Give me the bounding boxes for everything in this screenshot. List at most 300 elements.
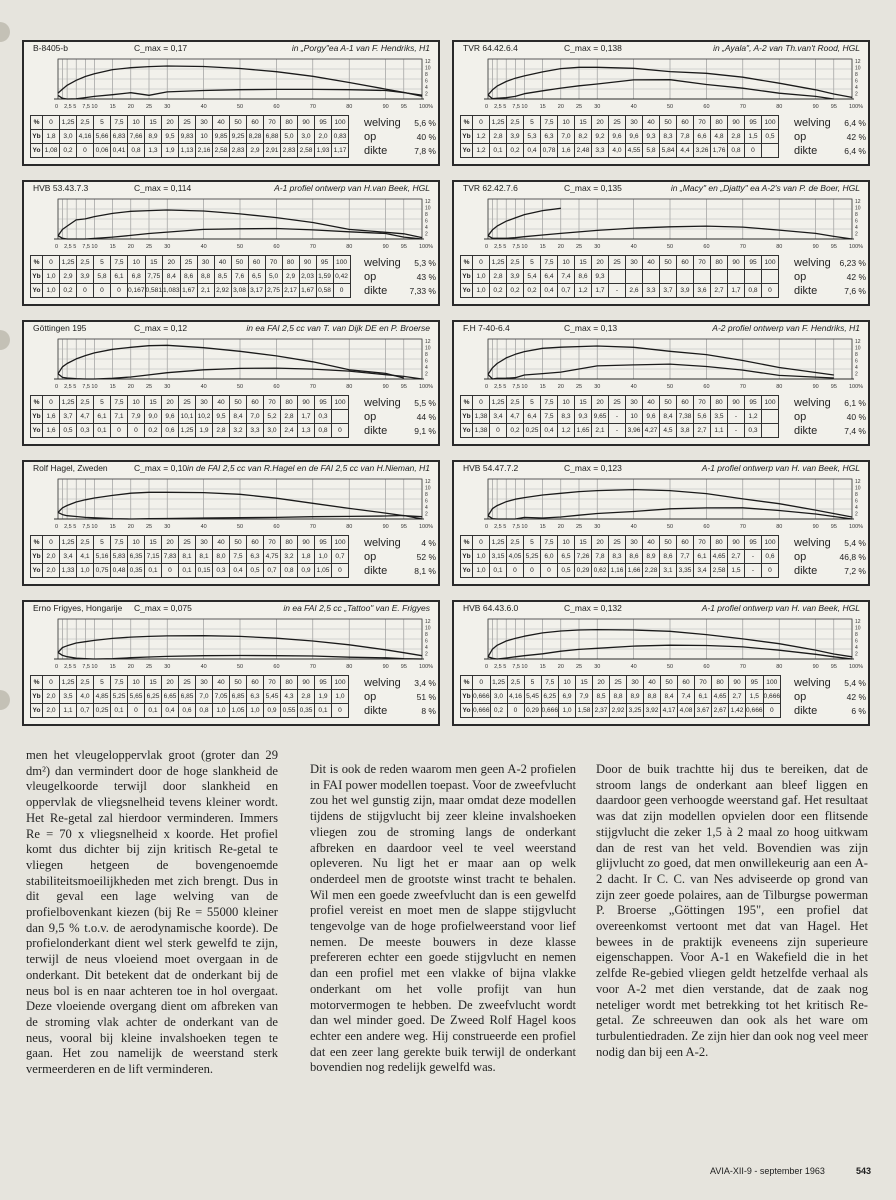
dikte-label: dikte: [794, 565, 818, 577]
dikte-label: dikte: [364, 425, 388, 437]
table-cell: 0,2: [507, 424, 524, 438]
table-cell: 2,0: [43, 564, 60, 578]
op-value: 46,8 %: [839, 552, 866, 562]
profile-stats: [364, 397, 440, 439]
dikte-row: [364, 705, 440, 719]
table-cell: 0,3: [213, 564, 230, 578]
table-cell: 3,92: [644, 704, 661, 718]
row-label: Yb: [461, 130, 473, 144]
airfoil-panel: [22, 320, 440, 446]
x-tick-label: 15: [539, 244, 546, 250]
profile-svg: [24, 55, 440, 113]
table-cell: 2,5: [507, 116, 524, 130]
x-tick-label: 30: [594, 104, 601, 110]
table-cell: 1,5: [728, 564, 745, 578]
table-cell: 10: [558, 396, 575, 410]
x-tick-label: 70: [309, 664, 316, 670]
table-cell: 80: [281, 396, 298, 410]
table-cell: 6,0: [541, 550, 558, 564]
op-value: 52 %: [416, 552, 436, 562]
table-cell: 100: [332, 536, 349, 550]
table-cell: 3,3: [247, 424, 264, 438]
x-tick-label: 2,5: [64, 664, 72, 670]
table-row: [461, 564, 779, 578]
table-cell: 3,2: [230, 424, 247, 438]
table-cell: 3,2: [281, 550, 298, 564]
x-tick-label: 7,5: [82, 664, 90, 670]
table-cell: 15: [145, 116, 162, 130]
table-cell: 70: [695, 676, 712, 690]
scale-tick-label: 2: [855, 91, 858, 98]
table-cell: 0,666: [746, 704, 764, 718]
op-value: 43 %: [416, 272, 436, 282]
x-tick-label: 7,5: [82, 384, 90, 390]
x-tick-label: 0: [485, 664, 489, 670]
x-tick-label: 10: [521, 524, 528, 530]
x-tick-label: 25: [146, 524, 153, 530]
table-row: [31, 424, 349, 438]
table-cell: 3,9: [77, 270, 94, 284]
table-cell: 0: [111, 424, 128, 438]
table-cell: 2,03: [299, 270, 316, 284]
table-cell: 4,16: [77, 130, 94, 144]
table-cell: 80: [711, 536, 728, 550]
op-label: op: [364, 271, 377, 283]
table-row: [31, 410, 349, 424]
table-cell: 90: [298, 536, 315, 550]
x-tick-label: 40: [630, 524, 637, 530]
table-cell: 8,8: [644, 690, 661, 704]
scale-tick-label: 4: [425, 365, 428, 371]
table-cell: 1,9: [315, 690, 332, 704]
table-cell: 1,93: [315, 144, 332, 158]
x-tick-label: 50: [667, 244, 674, 250]
table-cell: 7,9: [576, 690, 593, 704]
airfoil-panel: [22, 40, 440, 166]
scale-tick-label: 2: [425, 91, 428, 98]
welving-row: [364, 397, 440, 411]
table-cell: 0,9: [298, 564, 315, 578]
table-cell: 1,2: [558, 424, 575, 438]
profile-description: A-1 profiel ontwerp van H.van Beek, HGL: [274, 183, 430, 193]
table-cell: 2,7: [728, 550, 745, 564]
scale-tick-label: 8: [855, 352, 858, 358]
table-row: [461, 424, 779, 438]
x-tick-label: 40: [200, 104, 207, 110]
x-tick-label: 20: [127, 524, 134, 530]
table-cell: 100: [762, 116, 779, 130]
scale-tick-label: 10: [855, 65, 861, 72]
x-tick-label: 5: [503, 384, 507, 390]
scale-tick-label: 4: [855, 225, 858, 231]
table-row: [461, 116, 779, 130]
table-cell: 0,6: [162, 424, 179, 438]
panel-header: [24, 42, 438, 55]
table-cell: 9,25: [230, 130, 247, 144]
dikte-value: 7,6 %: [844, 286, 866, 296]
table-cell: 1,3: [145, 144, 162, 158]
table-cell: 6,65: [162, 690, 179, 704]
scale-tick-label: 6: [425, 218, 428, 225]
table-cell: 0: [473, 256, 490, 270]
dikte-label: dikte: [364, 145, 388, 157]
table-cell: 4,4: [677, 144, 694, 158]
table-cell: 2,8: [281, 410, 298, 424]
table-cell: 1,0: [559, 704, 576, 718]
table-cell: 0: [745, 144, 762, 158]
row-label: Yo: [31, 144, 43, 158]
scale-tick-label: 12: [425, 339, 431, 345]
table-cell: 2,7: [694, 424, 711, 438]
x-tick-label: 100%: [419, 384, 434, 390]
scale-tick-label: 2: [855, 231, 858, 238]
x-tick-label: 70: [739, 664, 746, 670]
table-row: [31, 130, 349, 144]
table-cell: 3,0: [490, 690, 507, 704]
dikte-row: [364, 425, 440, 439]
table-cell: 0,7: [264, 564, 281, 578]
x-tick-label: 50: [237, 104, 244, 110]
table-cell: 30: [196, 676, 213, 690]
profile-stats: [364, 537, 440, 579]
scale-tick-label: 4: [425, 85, 428, 91]
x-tick-label: 20: [557, 664, 564, 670]
x-tick-label: 10: [91, 244, 98, 250]
dikte-row: [364, 285, 440, 299]
table-row: [31, 396, 349, 410]
x-tick-label: 20: [127, 384, 134, 390]
table-row: [31, 690, 349, 704]
table-cell: 0,8: [128, 144, 145, 158]
table-cell: 90: [298, 676, 315, 690]
table-cell: 4,0: [77, 690, 94, 704]
table-cell: 2,17: [282, 284, 299, 298]
x-tick-label: 25: [146, 664, 153, 670]
table-cell: 0,55: [281, 704, 298, 718]
table-cell: 0,1: [490, 144, 507, 158]
x-tick-label: 95: [830, 384, 837, 390]
table-cell: 2,5: [507, 536, 524, 550]
x-tick-label: 30: [594, 664, 601, 670]
table-cell: 8,9: [627, 690, 644, 704]
table-cell: 25: [179, 396, 196, 410]
welving-label: welving: [794, 397, 831, 409]
table-cell: 9,3: [575, 410, 592, 424]
table-cell: 90: [729, 676, 746, 690]
table-cell: 30: [627, 676, 644, 690]
profile-stats: [364, 117, 440, 159]
profile-plot: [454, 335, 870, 393]
table-cell: 40: [643, 396, 660, 410]
coordinate-table: [460, 255, 779, 298]
x-tick-label: 30: [594, 524, 601, 530]
table-cell: 7,4: [558, 270, 575, 284]
table-cell: 1,25: [60, 116, 77, 130]
table-cell: 0,3: [745, 424, 762, 438]
table-cell: 0,8: [728, 144, 745, 158]
table-cell: 100: [332, 676, 349, 690]
row-label: Yb: [31, 410, 43, 424]
table-cell: 2,75: [265, 284, 282, 298]
table-cell: 2,5: [77, 116, 94, 130]
table-cell: 2,8: [490, 270, 507, 284]
table-cell: 1,25: [179, 424, 196, 438]
table-cell: 2,5: [77, 396, 94, 410]
table-cell: 0,2: [60, 284, 77, 298]
table-cell: 8,1: [196, 550, 213, 564]
table-row: [461, 676, 781, 690]
table-cell: 7,15: [145, 550, 162, 564]
x-tick-label: 70: [309, 244, 316, 250]
x-tick-label: 30: [164, 524, 171, 530]
table-cell: 1,38: [473, 410, 490, 424]
table-cell: 2,8: [298, 690, 315, 704]
table-cell: 6,3: [247, 690, 264, 704]
welving-row: [364, 257, 440, 271]
x-tick-label: 20: [557, 524, 564, 530]
x-tick-label: 15: [539, 384, 546, 390]
scale-tick-label: 6: [855, 498, 858, 505]
x-tick-label: 25: [576, 524, 583, 530]
table-cell: 0: [507, 564, 524, 578]
table-cell: 9,3: [643, 130, 660, 144]
scale-tick-label: 4: [855, 85, 858, 91]
table-cell: 1,0: [473, 564, 490, 578]
table-cell: 60: [247, 536, 264, 550]
table-cell: 5,2: [264, 410, 281, 424]
welving-label: welving: [794, 257, 831, 269]
op-value: 51 %: [416, 692, 436, 702]
profile-svg: [454, 475, 870, 533]
profile-plot: [454, 55, 870, 113]
cmax-value: C_max = 0,17: [134, 43, 188, 53]
table-cell: 2,83: [230, 144, 247, 158]
op-value: 42 %: [846, 132, 866, 142]
table-cell: 4,85: [94, 690, 111, 704]
table-cell: 20: [162, 116, 179, 130]
op-value: 42 %: [846, 692, 866, 702]
x-tick-label: 15: [539, 104, 546, 110]
dikte-row: [794, 285, 870, 299]
table-cell: 15: [145, 396, 162, 410]
table-cell: [609, 270, 626, 284]
welving-row: [364, 537, 440, 551]
x-tick-label: 50: [237, 524, 244, 530]
table-cell: 2,9: [247, 144, 264, 158]
table-cell: [762, 410, 779, 424]
x-tick-label: 80: [776, 244, 783, 250]
table-cell: 3,0: [298, 130, 315, 144]
profile-svg: [454, 335, 870, 393]
table-cell: 50: [231, 256, 248, 270]
table-row: [31, 270, 351, 284]
airfoil-panel: [22, 460, 440, 586]
table-cell: 0,3: [77, 424, 94, 438]
table-cell: 50: [660, 396, 677, 410]
x-tick-label: 50: [237, 384, 244, 390]
x-tick-label: 10: [521, 384, 528, 390]
x-tick-label: 30: [164, 244, 171, 250]
op-label: op: [794, 131, 807, 143]
coordinate-table: [30, 395, 349, 438]
table-cell: 5: [94, 396, 111, 410]
table-cell: 50: [660, 256, 677, 270]
table-cell: 0: [524, 564, 541, 578]
table-cell: 1,76: [711, 144, 728, 158]
dikte-label: dikte: [794, 145, 818, 157]
table-cell: 8,6: [180, 270, 197, 284]
cmax-value: C_max = 0,12: [134, 323, 188, 333]
table-cell: 0,48: [111, 564, 128, 578]
table-cell: 7,7: [677, 550, 694, 564]
welving-row: [794, 257, 870, 271]
table-cell: 8,5: [214, 270, 231, 284]
table-cell: 4,17: [661, 704, 678, 718]
table-cell: 15: [575, 536, 592, 550]
table-cell: 1,0: [43, 270, 60, 284]
table-cell: 7,0: [558, 130, 575, 144]
coordinate-table: [460, 115, 779, 158]
table-cell: 3,15: [490, 550, 507, 564]
table-cell: 9,6: [643, 410, 660, 424]
table-cell: 7,75: [145, 270, 163, 284]
table-cell: -: [728, 424, 745, 438]
table-cell: 2,0: [43, 704, 60, 718]
table-cell: 1,6: [43, 410, 60, 424]
table-cell: 4,65: [712, 690, 729, 704]
x-tick-label: 90: [382, 104, 389, 110]
x-tick-label: 5: [73, 664, 77, 670]
cmax-value: C_max = 0,13: [564, 323, 618, 333]
table-cell: 4,5: [660, 424, 677, 438]
table-cell: 1,25: [490, 676, 507, 690]
table-cell: 7,5: [111, 676, 128, 690]
x-tick-label: 2,5: [64, 524, 72, 530]
table-cell: 6,85: [179, 690, 196, 704]
welving-value: 5,6 %: [414, 118, 436, 128]
table-cell: 95: [745, 116, 762, 130]
welving-label: welving: [794, 537, 831, 549]
op-label: op: [364, 691, 377, 703]
table-cell: 0,75: [94, 564, 111, 578]
table-cell: 95: [315, 116, 332, 130]
table-cell: 0,4: [524, 144, 541, 158]
dikte-row: [364, 565, 440, 579]
x-tick-label: 20: [127, 244, 134, 250]
table-cell: 2,28: [643, 564, 660, 578]
profile-plot: [24, 335, 440, 393]
table-cell: [677, 270, 694, 284]
table-row: [461, 144, 779, 158]
table-cell: 2,92: [214, 284, 231, 298]
profile-code: Rolf Hagel, Zweden: [33, 463, 108, 473]
x-tick-label: 15: [109, 244, 116, 250]
row-label: Yo: [31, 284, 43, 298]
table-row: [31, 564, 349, 578]
x-tick-label: 2,5: [64, 104, 72, 110]
dikte-row: [794, 145, 870, 159]
profile-plot: [454, 195, 870, 253]
coordinate-table: [460, 395, 779, 438]
table-cell: 1,2: [745, 410, 762, 424]
table-cell: 60: [247, 396, 264, 410]
table-cell: 25: [609, 536, 626, 550]
x-tick-label: 30: [164, 384, 171, 390]
row-label: Yo: [461, 284, 473, 298]
table-cell: 30: [196, 116, 213, 130]
scale-tick-label: 8: [425, 72, 428, 78]
table-cell: 60: [247, 676, 264, 690]
x-tick-label: 15: [109, 664, 116, 670]
table-cell: 2,8: [728, 130, 745, 144]
table-cell: 3,7: [660, 284, 677, 298]
x-tick-label: 2,5: [494, 104, 502, 110]
table-cell: 5: [94, 536, 111, 550]
x-tick-label: 40: [200, 664, 207, 670]
table-cell: 100: [762, 536, 779, 550]
x-tick-label: 40: [200, 244, 207, 250]
op-row: [364, 411, 440, 425]
table-cell: 8,2: [575, 130, 592, 144]
table-cell: 0,2: [60, 144, 77, 158]
scale-tick-label: 4: [855, 645, 858, 651]
table-cell: 6,5: [558, 550, 575, 564]
table-cell: 1,25: [60, 256, 77, 270]
table-cell: 100: [762, 396, 779, 410]
table-cell: 1,66: [626, 564, 643, 578]
dikte-value: 7,33 %: [409, 286, 436, 296]
x-tick-label: 60: [273, 524, 280, 530]
welving-value: 6,1 %: [844, 398, 866, 408]
table-cell: 1,33: [60, 564, 77, 578]
table-cell: 7,5: [541, 410, 558, 424]
x-tick-label: 40: [200, 384, 207, 390]
table-cell: 0,06: [94, 144, 111, 158]
table-row: [461, 536, 779, 550]
coordinate-table: [30, 675, 349, 718]
table-cell: 2,8: [213, 424, 230, 438]
table-cell: 7,8: [677, 130, 694, 144]
table-cell: 6,8: [128, 270, 146, 284]
table-cell: 5,0: [281, 130, 298, 144]
table-cell: 70: [694, 396, 711, 410]
table-cell: 4,27: [643, 424, 660, 438]
table-cell: 0,5: [60, 424, 77, 438]
table-cell: 90: [728, 536, 745, 550]
table-cell: 0: [111, 284, 128, 298]
x-tick-label: 2,5: [494, 384, 502, 390]
dikte-value: 7,4 %: [844, 426, 866, 436]
dikte-value: 7,2 %: [844, 566, 866, 576]
table-cell: 2,0: [43, 690, 60, 704]
panel-header: [24, 322, 438, 335]
scale-tick-label: 12: [855, 619, 861, 625]
table-cell: 95: [315, 536, 332, 550]
table-cell: 5: [524, 536, 541, 550]
table-cell: 2,7: [729, 690, 746, 704]
table-cell: 15: [145, 256, 163, 270]
table-cell: 10,1: [179, 410, 196, 424]
welving-label: welving: [364, 397, 401, 409]
table-cell: 90: [298, 116, 315, 130]
table-cell: 3,96: [626, 424, 643, 438]
table-cell: 1,1: [60, 704, 77, 718]
table-cell: 0: [332, 704, 349, 718]
profile-description: A-1 profiel ontwerp van H. van Beek, HGL: [701, 463, 860, 473]
table-cell: 3,4: [60, 550, 77, 564]
x-tick-label: 15: [539, 524, 546, 530]
scale-tick-label: 10: [425, 205, 431, 212]
